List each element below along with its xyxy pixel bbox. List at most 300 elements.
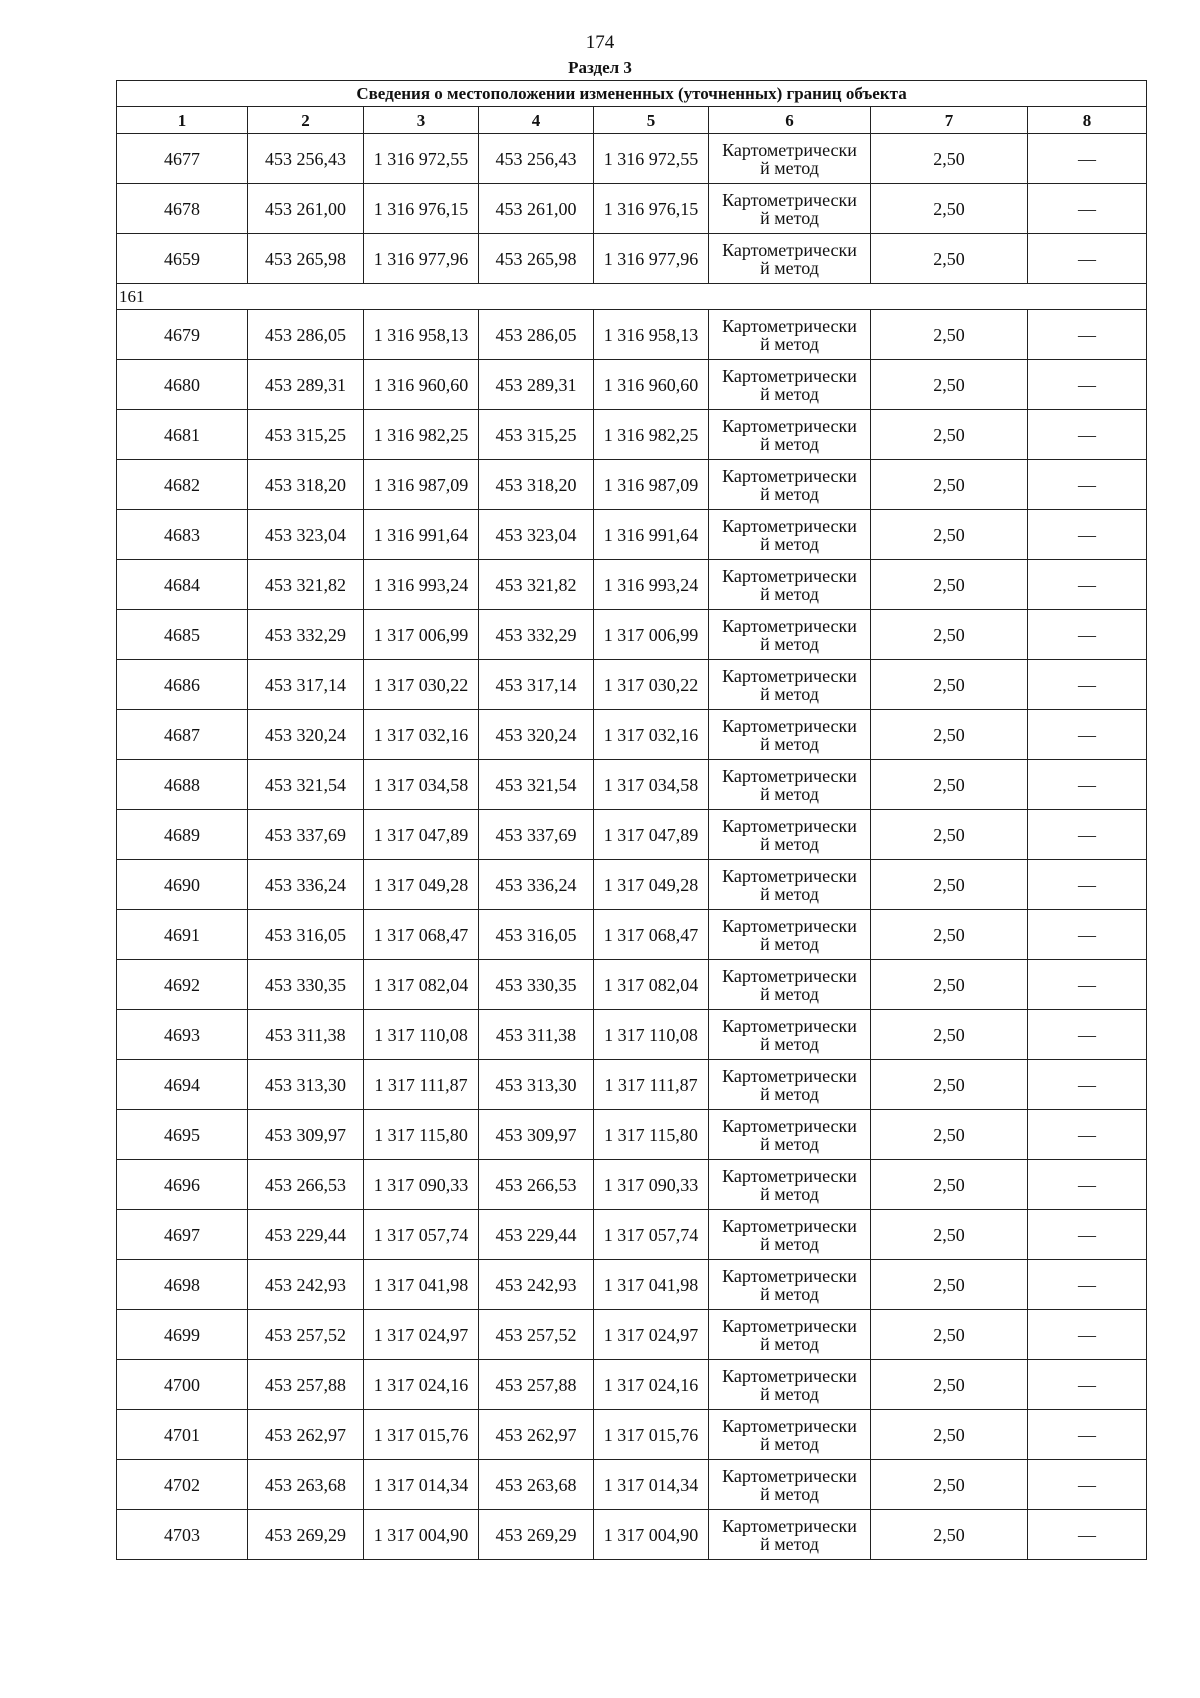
table-row <box>117 710 1147 760</box>
method-text-line: Картометрически <box>722 1315 857 1336</box>
table-body <box>117 81 1147 1560</box>
existing-y-cell: 1 317 014,34 <box>364 1460 479 1510</box>
method-cell <box>709 760 871 810</box>
method-text-line: Картометрически <box>722 615 857 636</box>
refined-y-cell: 1 317 049,28 <box>594 860 709 910</box>
description-cell: — <box>1028 310 1147 360</box>
existing-x-cell: 453 320,24 <box>248 710 364 760</box>
point-number-cell: 4684 <box>117 560 248 610</box>
description-cell: — <box>1028 134 1147 184</box>
method-cell <box>709 184 871 234</box>
method-text-line: Картометрически <box>722 565 857 586</box>
refined-y-cell: 1 317 115,80 <box>594 1110 709 1160</box>
refined-x-cell: 453 321,82 <box>479 560 594 610</box>
point-number-cell: 4700 <box>117 1360 248 1410</box>
column-number: 2 <box>248 107 364 134</box>
method-cell <box>709 660 871 710</box>
existing-x-cell: 453 336,24 <box>248 860 364 910</box>
column-number-row <box>117 107 1147 134</box>
refined-x-cell: 453 289,31 <box>479 360 594 410</box>
method-cell <box>709 1460 871 1510</box>
point-number-cell: 4681 <box>117 410 248 460</box>
method-text-line: й метод <box>760 1183 819 1204</box>
table-row <box>117 1310 1147 1360</box>
description-cell: — <box>1028 1310 1147 1360</box>
method-text-line: й метод <box>760 883 819 904</box>
table-row <box>117 960 1147 1010</box>
method-text-line: Картометрически <box>722 1515 857 1536</box>
method-text-line: Картометрически <box>722 665 857 686</box>
method-cell <box>709 1510 871 1560</box>
method-cell <box>709 410 871 460</box>
description-cell: — <box>1028 1210 1147 1260</box>
refined-y-cell: 1 317 014,34 <box>594 1460 709 1510</box>
table-row <box>117 760 1147 810</box>
accuracy-cell: 2,50 <box>871 1360 1028 1410</box>
table-row <box>117 184 1147 234</box>
table-row <box>117 510 1147 560</box>
existing-x-cell: 453 321,82 <box>248 560 364 610</box>
description-cell: — <box>1028 510 1147 560</box>
table-caption: Сведения о местоположении измененных (уточненных) границ объекта <box>117 81 1147 107</box>
accuracy-cell: 2,50 <box>871 660 1028 710</box>
refined-y-cell: 1 317 004,90 <box>594 1510 709 1560</box>
section-title: Раздел 3 <box>568 58 632 77</box>
existing-y-cell: 1 317 082,04 <box>364 960 479 1010</box>
description-cell: — <box>1028 410 1147 460</box>
table-row <box>117 234 1147 284</box>
refined-x-cell: 453 257,88 <box>479 1360 594 1410</box>
accuracy-cell: 2,50 <box>871 1460 1028 1510</box>
existing-y-cell: 1 316 972,55 <box>364 134 479 184</box>
method-text-line: й метод <box>760 933 819 954</box>
existing-x-cell: 453 321,54 <box>248 760 364 810</box>
refined-y-cell: 1 317 068,47 <box>594 910 709 960</box>
method-text-line: Картометрически <box>722 1265 857 1286</box>
existing-x-cell: 453 330,35 <box>248 960 364 1010</box>
point-number-cell: 4698 <box>117 1260 248 1310</box>
method-text-line: Картометрически <box>722 815 857 836</box>
refined-x-cell: 453 256,43 <box>479 134 594 184</box>
refined-x-cell: 453 336,24 <box>479 860 594 910</box>
refined-x-cell: 453 332,29 <box>479 610 594 660</box>
method-cell <box>709 1160 871 1210</box>
table-row <box>117 860 1147 910</box>
existing-x-cell: 453 266,53 <box>248 1160 364 1210</box>
existing-x-cell: 453 242,93 <box>248 1260 364 1310</box>
refined-y-cell: 1 317 015,76 <box>594 1410 709 1460</box>
point-number-cell: 4677 <box>117 134 248 184</box>
method-text-line: й метод <box>760 1033 819 1054</box>
point-number-cell: 4689 <box>117 810 248 860</box>
table-row <box>117 1060 1147 1110</box>
method-cell <box>709 910 871 960</box>
refined-y-cell: 1 316 987,09 <box>594 460 709 510</box>
point-number-cell: 4693 <box>117 1010 248 1060</box>
description-cell: — <box>1028 1410 1147 1460</box>
existing-y-cell: 1 317 024,97 <box>364 1310 479 1360</box>
refined-x-cell: 453 309,97 <box>479 1110 594 1160</box>
refined-y-cell: 1 317 047,89 <box>594 810 709 860</box>
table-row <box>117 1260 1147 1310</box>
description-cell: — <box>1028 1260 1147 1310</box>
existing-y-cell: 1 317 068,47 <box>364 910 479 960</box>
table-caption-row <box>117 81 1147 107</box>
existing-y-cell: 1 316 977,96 <box>364 234 479 284</box>
description-cell: — <box>1028 1010 1147 1060</box>
method-text-line: Картометрически <box>722 515 857 536</box>
method-text-line: Картометрически <box>722 239 857 260</box>
refined-x-cell: 453 229,44 <box>479 1210 594 1260</box>
refined-y-cell: 1 316 993,24 <box>594 560 709 610</box>
refined-y-cell: 1 317 024,16 <box>594 1360 709 1410</box>
method-text-line: Картометрически <box>722 1165 857 1186</box>
method-cell <box>709 1110 871 1160</box>
existing-x-cell: 453 337,69 <box>248 810 364 860</box>
method-text-line: й метод <box>760 833 819 854</box>
method-text-line: Картометрически <box>722 715 857 736</box>
existing-y-cell: 1 317 032,16 <box>364 710 479 760</box>
accuracy-cell: 2,50 <box>871 1160 1028 1210</box>
existing-x-cell: 453 256,43 <box>248 134 364 184</box>
point-number-cell: 4695 <box>117 1110 248 1160</box>
method-text-line: й метод <box>760 633 819 654</box>
method-text-line: й метод <box>760 333 819 354</box>
accuracy-cell: 2,50 <box>871 1510 1028 1560</box>
existing-x-cell: 453 269,29 <box>248 1510 364 1560</box>
existing-x-cell: 453 311,38 <box>248 1010 364 1060</box>
refined-y-cell: 1 317 057,74 <box>594 1210 709 1260</box>
point-number-cell: 4694 <box>117 1060 248 1110</box>
boundary-coordinates-table <box>116 80 1147 1560</box>
refined-x-cell: 453 257,52 <box>479 1310 594 1360</box>
method-text-line: Картометрически <box>722 865 857 886</box>
method-text-line: й метод <box>760 157 819 178</box>
method-text-line: й метод <box>760 1483 819 1504</box>
existing-x-cell: 453 257,88 <box>248 1360 364 1410</box>
method-cell <box>709 960 871 1010</box>
refined-x-cell: 453 330,35 <box>479 960 594 1010</box>
table-row <box>117 1510 1147 1560</box>
column-number: 5 <box>594 107 709 134</box>
table-row <box>117 460 1147 510</box>
existing-x-cell: 453 286,05 <box>248 310 364 360</box>
existing-x-cell: 453 265,98 <box>248 234 364 284</box>
column-number: 3 <box>364 107 479 134</box>
method-cell <box>709 1060 871 1110</box>
existing-x-cell: 453 317,14 <box>248 660 364 710</box>
method-text-line: й метод <box>760 1233 819 1254</box>
point-number-cell: 4687 <box>117 710 248 760</box>
method-cell <box>709 1260 871 1310</box>
existing-y-cell: 1 317 115,80 <box>364 1110 479 1160</box>
refined-y-cell: 1 317 030,22 <box>594 660 709 710</box>
existing-y-cell: 1 317 110,08 <box>364 1010 479 1060</box>
table-row <box>117 910 1147 960</box>
method-cell <box>709 610 871 660</box>
accuracy-cell: 2,50 <box>871 1410 1028 1460</box>
refined-y-cell: 1 317 024,97 <box>594 1310 709 1360</box>
existing-y-cell: 1 316 976,15 <box>364 184 479 234</box>
table-row <box>117 134 1147 184</box>
description-cell: — <box>1028 960 1147 1010</box>
refined-y-cell: 1 317 032,16 <box>594 710 709 760</box>
point-number-cell: 4697 <box>117 1210 248 1260</box>
refined-x-cell: 453 266,53 <box>479 1160 594 1210</box>
table-row <box>117 1160 1147 1210</box>
refined-y-cell: 1 317 034,58 <box>594 760 709 810</box>
existing-y-cell: 1 317 015,76 <box>364 1410 479 1460</box>
method-cell <box>709 860 871 910</box>
table-row <box>117 1010 1147 1060</box>
method-cell <box>709 510 871 560</box>
refined-x-cell: 453 286,05 <box>479 310 594 360</box>
method-cell <box>709 134 871 184</box>
refined-y-cell: 1 317 041,98 <box>594 1260 709 1310</box>
existing-x-cell: 453 257,52 <box>248 1310 364 1360</box>
point-number-cell: 4682 <box>117 460 248 510</box>
existing-y-cell: 1 317 047,89 <box>364 810 479 860</box>
refined-x-cell: 453 318,20 <box>479 460 594 510</box>
method-cell <box>709 460 871 510</box>
point-number-cell: 4690 <box>117 860 248 910</box>
table-row <box>117 660 1147 710</box>
table-row <box>117 1360 1147 1410</box>
accuracy-cell: 2,50 <box>871 710 1028 760</box>
point-number-cell: 4699 <box>117 1310 248 1360</box>
method-text-line: й метод <box>760 1133 819 1154</box>
column-number: 6 <box>709 107 871 134</box>
table-row <box>117 360 1147 410</box>
table-row <box>117 310 1147 360</box>
refined-x-cell: 453 316,05 <box>479 910 594 960</box>
existing-y-cell: 1 317 030,22 <box>364 660 479 710</box>
method-cell <box>709 710 871 760</box>
refined-y-cell: 1 316 977,96 <box>594 234 709 284</box>
description-cell: — <box>1028 460 1147 510</box>
existing-x-cell: 453 262,97 <box>248 1410 364 1460</box>
method-text-line: Картометрически <box>722 1365 857 1386</box>
existing-y-cell: 1 317 024,16 <box>364 1360 479 1410</box>
method-text-line: Картометрически <box>722 915 857 936</box>
description-cell: — <box>1028 610 1147 660</box>
method-cell <box>709 360 871 410</box>
method-text-line: й метод <box>760 683 819 704</box>
accuracy-cell: 2,50 <box>871 910 1028 960</box>
refined-y-cell: 1 317 006,99 <box>594 610 709 660</box>
description-cell: — <box>1028 560 1147 610</box>
refined-x-cell: 453 261,00 <box>479 184 594 234</box>
existing-y-cell: 1 317 006,99 <box>364 610 479 660</box>
existing-y-cell: 1 317 004,90 <box>364 1510 479 1560</box>
existing-x-cell: 453 318,20 <box>248 460 364 510</box>
description-cell: — <box>1028 1110 1147 1160</box>
method-text-line: Картометрически <box>722 965 857 986</box>
refined-x-cell: 453 337,69 <box>479 810 594 860</box>
refined-x-cell: 453 263,68 <box>479 1460 594 1510</box>
point-number-cell: 4703 <box>117 1510 248 1560</box>
refined-y-cell: 1 316 982,25 <box>594 410 709 460</box>
method-text-line: Картометрически <box>722 415 857 436</box>
method-text-line: Картометрически <box>722 1415 857 1436</box>
accuracy-cell: 2,50 <box>871 310 1028 360</box>
existing-x-cell: 453 261,00 <box>248 184 364 234</box>
existing-x-cell: 453 289,31 <box>248 360 364 410</box>
point-number-cell: 4659 <box>117 234 248 284</box>
column-number: 4 <box>479 107 594 134</box>
group-row <box>117 284 1147 310</box>
refined-x-cell: 453 315,25 <box>479 410 594 460</box>
refined-y-cell: 1 317 110,08 <box>594 1010 709 1060</box>
existing-y-cell: 1 316 960,60 <box>364 360 479 410</box>
description-cell: — <box>1028 184 1147 234</box>
refined-y-cell: 1 316 972,55 <box>594 134 709 184</box>
refined-x-cell: 453 317,14 <box>479 660 594 710</box>
method-text-line: Картометрически <box>722 365 857 386</box>
point-number-cell: 4678 <box>117 184 248 234</box>
accuracy-cell: 2,50 <box>871 560 1028 610</box>
accuracy-cell: 2,50 <box>871 1260 1028 1310</box>
method-cell <box>709 560 871 610</box>
method-text-line: й метод <box>760 783 819 804</box>
existing-y-cell: 1 316 987,09 <box>364 460 479 510</box>
accuracy-cell: 2,50 <box>871 184 1028 234</box>
refined-x-cell: 453 262,97 <box>479 1410 594 1460</box>
refined-x-cell: 453 269,29 <box>479 1510 594 1560</box>
method-text-line: Картометрически <box>722 315 857 336</box>
accuracy-cell: 2,50 <box>871 1310 1028 1360</box>
point-number-cell: 4679 <box>117 310 248 360</box>
table-row <box>117 560 1147 610</box>
existing-y-cell: 1 316 993,24 <box>364 560 479 610</box>
existing-x-cell: 453 229,44 <box>248 1210 364 1260</box>
method-text-line: Картометрически <box>722 765 857 786</box>
method-text-line: й метод <box>760 1283 819 1304</box>
refined-y-cell: 1 317 082,04 <box>594 960 709 1010</box>
point-number-cell: 4701 <box>117 1410 248 1460</box>
refined-x-cell: 453 265,98 <box>479 234 594 284</box>
method-cell <box>709 1010 871 1060</box>
description-cell: — <box>1028 1160 1147 1210</box>
method-text-line: й метод <box>760 483 819 504</box>
accuracy-cell: 2,50 <box>871 1010 1028 1060</box>
accuracy-cell: 2,50 <box>871 1110 1028 1160</box>
table-row <box>117 610 1147 660</box>
accuracy-cell: 2,50 <box>871 810 1028 860</box>
point-number-cell: 4691 <box>117 910 248 960</box>
existing-x-cell: 453 323,04 <box>248 510 364 560</box>
description-cell: — <box>1028 710 1147 760</box>
description-cell: — <box>1028 1060 1147 1110</box>
refined-x-cell: 453 242,93 <box>479 1260 594 1310</box>
description-cell: — <box>1028 1510 1147 1560</box>
existing-x-cell: 453 332,29 <box>248 610 364 660</box>
method-cell <box>709 810 871 860</box>
table-row <box>117 1460 1147 1510</box>
method-text-line: й метод <box>760 1533 819 1554</box>
existing-y-cell: 1 317 090,33 <box>364 1160 479 1210</box>
refined-x-cell: 453 323,04 <box>479 510 594 560</box>
accuracy-cell: 2,50 <box>871 760 1028 810</box>
refined-x-cell: 453 320,24 <box>479 710 594 760</box>
method-text-line: й метод <box>760 433 819 454</box>
page-number: 174 <box>585 32 615 53</box>
description-cell: — <box>1028 1460 1147 1510</box>
accuracy-cell: 2,50 <box>871 610 1028 660</box>
refined-y-cell: 1 316 958,13 <box>594 310 709 360</box>
accuracy-cell: 2,50 <box>871 360 1028 410</box>
table-row <box>117 1210 1147 1260</box>
accuracy-cell: 2,50 <box>871 134 1028 184</box>
refined-x-cell: 453 313,30 <box>479 1060 594 1110</box>
existing-x-cell: 453 316,05 <box>248 910 364 960</box>
refined-y-cell: 1 316 976,15 <box>594 184 709 234</box>
description-cell: — <box>1028 810 1147 860</box>
method-text-line: Картометрически <box>722 465 857 486</box>
method-text-line: й метод <box>760 1433 819 1454</box>
point-number-cell: 4685 <box>117 610 248 660</box>
accuracy-cell: 2,50 <box>871 410 1028 460</box>
method-cell <box>709 1210 871 1260</box>
refined-x-cell: 453 311,38 <box>479 1010 594 1060</box>
method-text-line: й метод <box>760 733 819 754</box>
method-text-line: Картометрически <box>722 1115 857 1136</box>
existing-y-cell: 1 317 041,98 <box>364 1260 479 1310</box>
accuracy-cell: 2,50 <box>871 234 1028 284</box>
method-cell <box>709 1310 871 1360</box>
point-number-cell: 4683 <box>117 510 248 560</box>
refined-x-cell: 453 321,54 <box>479 760 594 810</box>
accuracy-cell: 2,50 <box>871 1210 1028 1260</box>
accuracy-cell: 2,50 <box>871 960 1028 1010</box>
existing-y-cell: 1 317 049,28 <box>364 860 479 910</box>
method-cell <box>709 234 871 284</box>
point-number-cell: 4686 <box>117 660 248 710</box>
method-text-line: Картометрически <box>722 139 857 160</box>
method-text-line: й метод <box>760 257 819 278</box>
description-cell: — <box>1028 760 1147 810</box>
existing-y-cell: 1 317 111,87 <box>364 1060 479 1110</box>
point-number-cell: 4688 <box>117 760 248 810</box>
table-row <box>117 810 1147 860</box>
method-text-line: й метод <box>760 207 819 228</box>
existing-y-cell: 1 316 958,13 <box>364 310 479 360</box>
method-cell <box>709 310 871 360</box>
existing-x-cell: 453 315,25 <box>248 410 364 460</box>
refined-y-cell: 1 316 991,64 <box>594 510 709 560</box>
table-row <box>117 1110 1147 1160</box>
method-text-line: й метод <box>760 383 819 404</box>
refined-y-cell: 1 317 111,87 <box>594 1060 709 1110</box>
existing-y-cell: 1 316 991,64 <box>364 510 479 560</box>
refined-y-cell: 1 317 090,33 <box>594 1160 709 1210</box>
table-row <box>117 410 1147 460</box>
refined-y-cell: 1 316 960,60 <box>594 360 709 410</box>
method-cell <box>709 1410 871 1460</box>
existing-y-cell: 1 317 057,74 <box>364 1210 479 1260</box>
method-text-line: Картометрически <box>722 1465 857 1486</box>
point-number-cell: 4680 <box>117 360 248 410</box>
column-number: 8 <box>1028 107 1147 134</box>
accuracy-cell: 2,50 <box>871 460 1028 510</box>
method-text-line: й метод <box>760 533 819 554</box>
existing-y-cell: 1 317 034,58 <box>364 760 479 810</box>
description-cell: — <box>1028 1360 1147 1410</box>
method-text-line: й метод <box>760 583 819 604</box>
point-number-cell: 4696 <box>117 1160 248 1210</box>
method-text-line: й метод <box>760 1083 819 1104</box>
point-number-cell: 4692 <box>117 960 248 1010</box>
